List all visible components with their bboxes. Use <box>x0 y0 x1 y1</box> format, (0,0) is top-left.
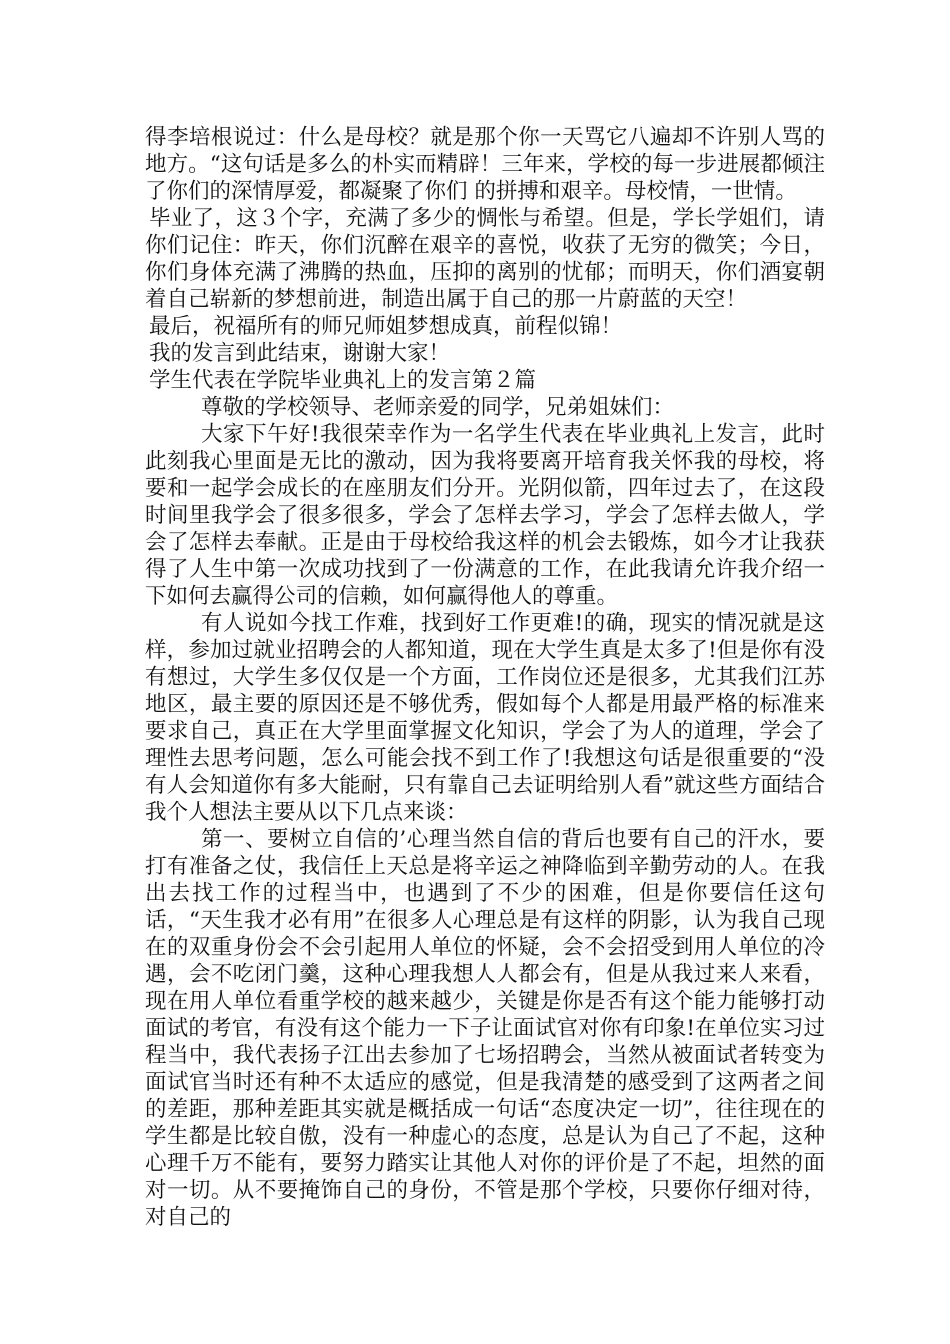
paragraph-mother-school: 得李培根说过：什么是母校？就是那个你一天骂它八遍却不许别人骂的地方。“这句话是多么的朴实而精辟！三年来，学校的每一步进展都倾注了你们的深情厚爱，都凝聚了你们 的拼搏和艰辛。母校情，一世情。 <box>145 125 825 204</box>
paragraph-salutation: 尊敬的学校领导、老师亲爱的同学，兄弟姐妹们： <box>201 395 675 420</box>
paragraph-graduation: 毕业了，这３个字，充满了多少的惆怅与希望。但是，学长学姐们，请你们记住：昨天，你们沉醉在艰辛的喜悦，收获了无穷的微笑；今日，你们身体充满了沸腾的热血，压抑的离别的忧郁；而明天，你们酒宴朝着自己崭新的梦想前进，制造出属于自己的那一片蔚蓝的天空！ <box>145 206 825 312</box>
document-body <box>145 124 825 1231</box>
paragraph-confidence: 第一、要树立自信的’心理当然自信的背后也要有自己的汗水，要打有准备之仗，我信任上天总是将辛运之神降临到辛勤劳动的人。在我出去找工作的过程当中，也遇到了不少的困难，但是你要信任这句话，“天生我才必有用”在很多人心理总是有这样的阴影，认为我自己现在的双重身份会不会引起用人单位的怀疑，会不会招受到用人单位的冷遇，会不吃闭门羹，这种心理我想人人都会有，但是从我过来人来看，现在用人单位看重学校的越来越少，关键是你是否有这个能力能够打动面试的考官，有没有这个能力一下子让面试官对你有印象!在单位实习过程当中，我代表扬子江出去参加了七场招聘会，当然从被面试者转变为面试官当时还有种不太适应的感觉，但是我清楚的感受到了这两者之间的差距，那种差距其实就是概括成一句话“态度决定一切”，往往现在的学生都是比较自傲，没有一种虚心的态度，总是认为自己了不起，这种心理千万不能有，要努力踏实让其他人对你的评价是了不起，坦然的面对一切。从不要掩饰自己的身份，不管是那个学校，只要你仔细对待，对自己的 <box>145 827 825 1230</box>
paragraph-closing: 我的发言到此结束，谢谢大家！ <box>149 341 451 366</box>
paragraph-blessing: 最后，祝福所有的师兄师姐梦想成真，前程似锦！ <box>149 314 623 339</box>
paragraph-greeting: 大家下午好!我很荣幸作为一名学生代表在毕业典礼上发言，此时此刻我心里面是无比的激动，因为我将要离开培育我关怀我的母校，将要和一起学会成长的在座朋友们分开。光阴似箭，四年过去了，在这段时间里我学会了很多很多，学会了怎样去学习，学会了怎样去做人，学会了怎样去奉献。正是由于母校给我这样的机会去锻炼，如今才让我获得了人生中第一次成功找到了一份满意的工作，在此我请允许我介绍一下如何去赢得公司的信赖，如何赢得他人的尊重。 <box>145 422 825 609</box>
paragraph-job-hunting: 有人说如今找工作难，找到好工作更难!的确，现实的情况就是这样，参加过就业招聘会的人都知道，现在大学生真是太多了!但是你有没有想过，大学生多仅仅是一个方面，工作岗位还是很多，尤其我们江苏地区，最主要的原因还是不够优秀，假如每个人都是用最严格的标准来要求自己，真正在大学里面掌握文化知识，学会了为人的道理，学会了理性去思考问题，怎么可能会找不到工作了!我想这句话是很重要的“没有人会知道你有多大能耐，只有靠自己去证明给别人看”就这些方面结合我个人想法主要从以下几点来谈： <box>145 611 825 825</box>
section-heading: 学生代表在学院毕业典礼上的发言第２篇 <box>149 368 537 393</box>
